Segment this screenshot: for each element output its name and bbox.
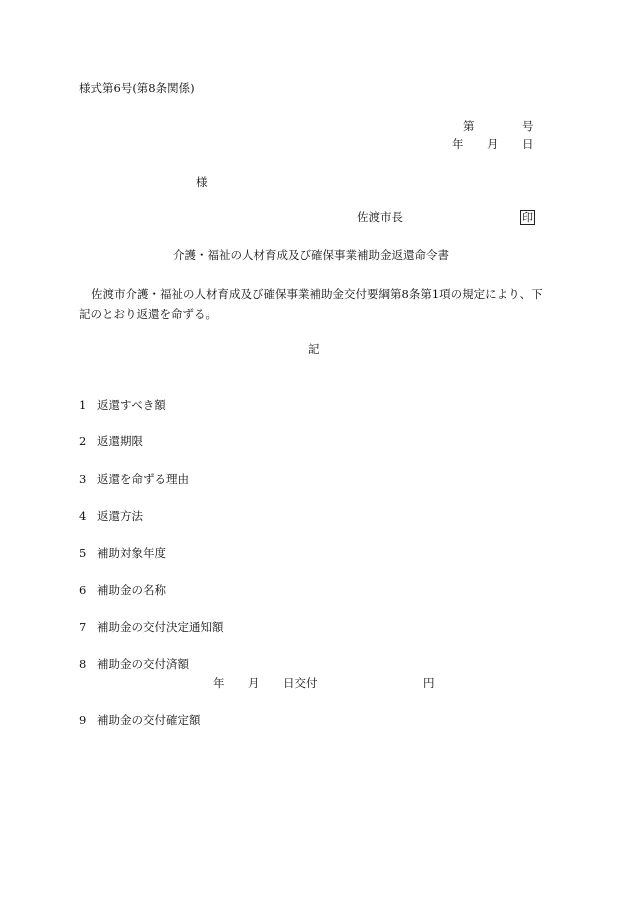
- date-month: 月: [487, 137, 499, 151]
- item-number: 5: [79, 546, 87, 560]
- list-item: [79, 548, 166, 560]
- item-number: 1: [79, 398, 87, 412]
- item-number: 7: [79, 620, 87, 634]
- item-label: 返還方法: [97, 509, 143, 523]
- item-label: 補助金の名称: [97, 583, 166, 597]
- item-label: 補助対象年度: [97, 546, 166, 560]
- item8-month: 月: [248, 676, 260, 690]
- item-number: 6: [79, 583, 87, 597]
- list-item: [79, 474, 189, 486]
- date-year: 年: [452, 137, 464, 151]
- list-item: [79, 622, 224, 634]
- item-label: 補助金の交付済額: [97, 657, 189, 671]
- seal-label: 印: [522, 211, 533, 224]
- item-label: 補助金の交付確定額: [97, 713, 201, 727]
- item-label: 返還を命ずる理由: [97, 472, 189, 486]
- document-title: 介護・福祉の人材育成及び確保事業補助金返還命令書: [173, 248, 449, 262]
- item8-day-kofu: 日交付: [283, 676, 318, 690]
- body-paragraph: 佐渡市介護・福祉の人材育成及び確保事業補助金交付要綱第8条第1項の規定により、下記のとおり返還を命ずる。: [79, 287, 543, 321]
- form-header: 様式第6号(第8条関係): [79, 81, 195, 95]
- list-item: [79, 400, 166, 412]
- list-item: [79, 715, 201, 727]
- seal-mark: [520, 210, 535, 225]
- list-item: [79, 585, 166, 597]
- doc-number-dai: 第: [463, 119, 475, 133]
- item8-year: 年: [213, 676, 225, 690]
- addressee-sama: 様: [196, 175, 208, 189]
- item-number: 2: [79, 434, 87, 448]
- item8-yen: 円: [423, 676, 435, 690]
- item-number: 4: [79, 509, 87, 523]
- item-label: 補助金の交付決定通知額: [97, 620, 224, 634]
- list-item: [79, 511, 143, 523]
- item-number: 9: [79, 713, 87, 727]
- issuer-name: 佐渡市長: [357, 210, 403, 224]
- date-day: 日: [522, 137, 534, 151]
- item-label: 返還期限: [97, 434, 143, 448]
- list-item: [79, 659, 189, 671]
- item-number: 8: [79, 657, 87, 671]
- list-item: [79, 436, 143, 448]
- doc-number-go: 号: [522, 119, 534, 133]
- item-label: 返還すべき額: [97, 398, 166, 412]
- ki-heading: 記: [308, 342, 320, 356]
- item-number: 3: [79, 472, 87, 486]
